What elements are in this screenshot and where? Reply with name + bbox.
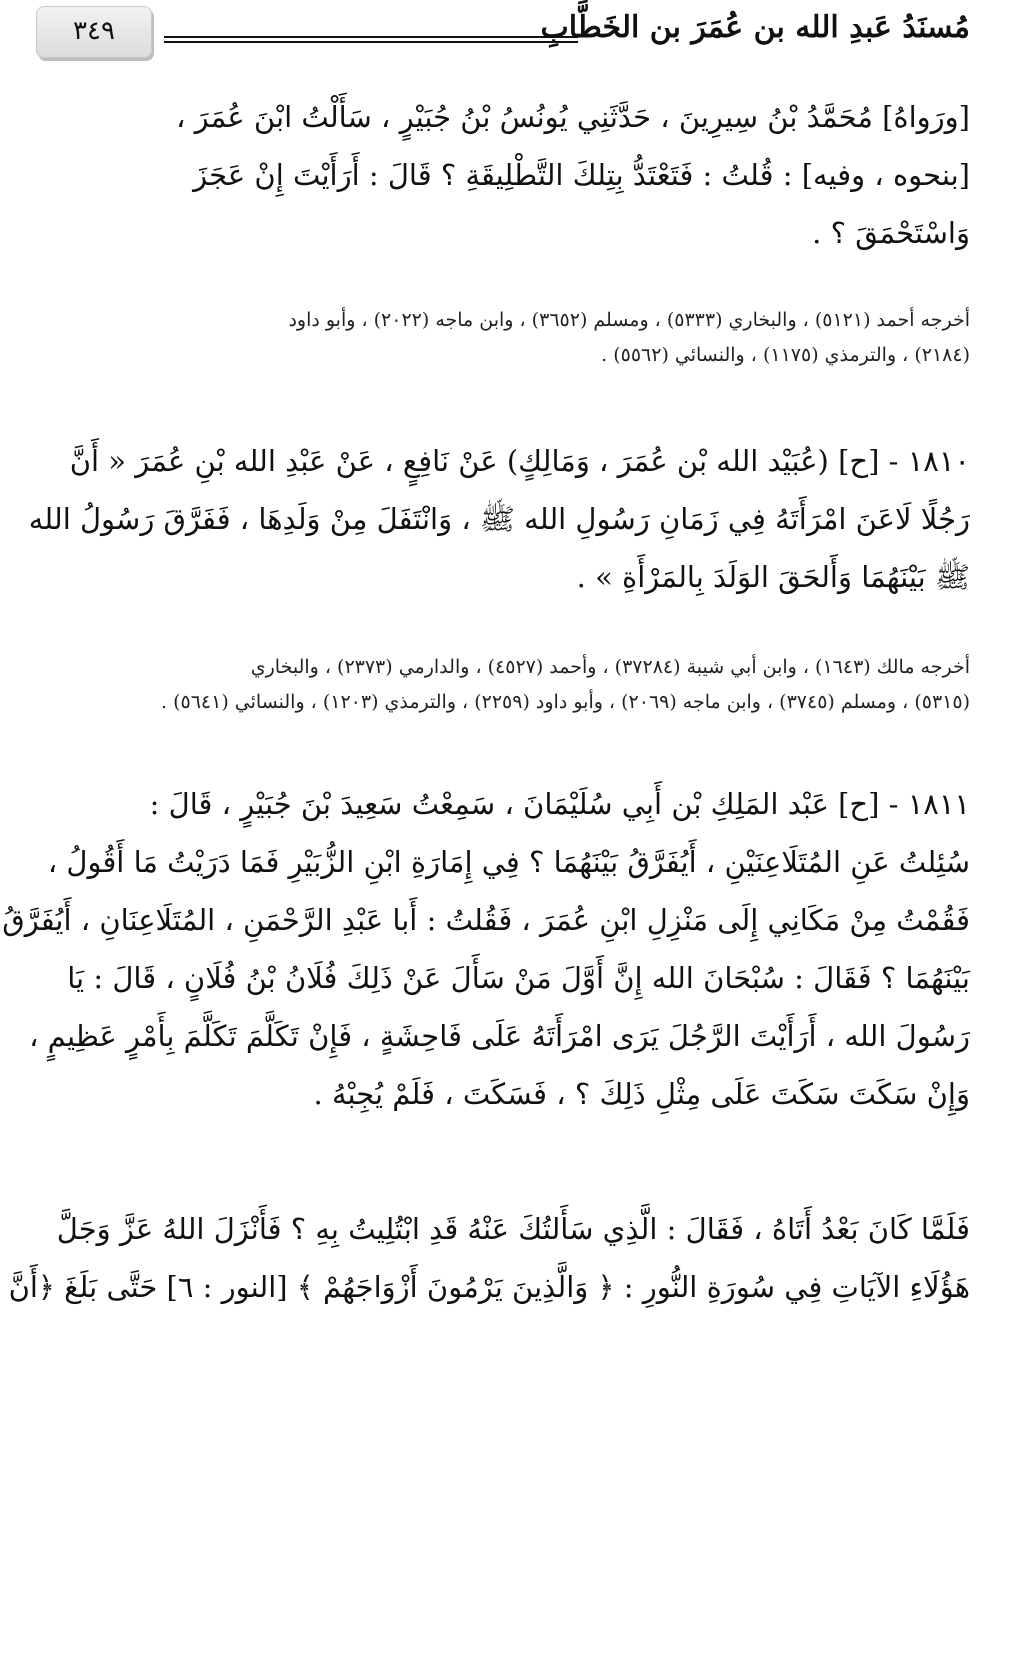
- text-line: فَقُمْتُ مِنْ مَكَانِي إِلَى مَنْزِلِ ابْنِ عُمَرَ ، فَقُلتُ : أَبا عَبْدِ الرَّحْمَنِ ، المُتَلَاعِنَانِ ، أَيُفَرَّقُ: [2, 903, 970, 937]
- text-line: ﷺ بَيْنَهُمَا وَأَلحَقَ الوَلَدَ بِالمَرْأَةِ » .: [576, 560, 970, 594]
- text-line: هَؤُلَاءِ الآيَاتِ فِي سُورَةِ النُّورِ : ﴿ وَالَّذِينَ يَرْمُونَ أَزْوَاجَهُمْ ﴾ [النور : ٦] حَتَّى بَلَغَ ﴿أَنَّ: [8, 1270, 970, 1304]
- text-line: [بنحوه ، وفيه] : قُلتُ : فَتَعْتَدُّ بِتِلكَ التَّطْلِيقَةِ ؟ قَالَ : أَرَأَيْتَ إِنْ عَجَزَ: [193, 158, 970, 192]
- page-number-badge: [36, 6, 152, 58]
- note-line: أخرجه أحمد (٥١٢١) ، والبخاري (٥٣٣٣) ، ومسلم (٣٦٥٢) ، وابن ماجه (٢٠٢٢) ، وأبو داود: [288, 309, 970, 331]
- text-line: رَجُلًا لَاعَنَ امْرَأَتَهُ فِي زَمَانِ رَسُولِ الله ﷺ ، وَانْتَفَلَ مِنْ وَلَدِهَا ، فَفَرَّقَ رَسُولُ الله: [28, 502, 970, 536]
- takhrij-note-2: [40, 650, 970, 720]
- note-line: (٥٣١٥) ، ومسلم (٣٧٤٥) ، وابن ماجه (٢٠٦٩) ، وأبو داود (٢٢٥٩) ، والترمذي (١٢٠٣) ، والنسائي (٥٦٤١) .: [161, 691, 970, 713]
- takhrij-note-1: [40, 303, 970, 373]
- text-line: بَيْنَهُمَا ؟ فَقَالَ : سُبْحَانَ الله إِنَّ أَوَّلَ مَنْ سَأَلَ عَنْ ذَلِكَ فُلَانُ بْنُ فُلَانٍ ، قَالَ : يَا: [67, 961, 970, 995]
- text-line: وَاسْتَحْمَقَ ؟ .: [812, 216, 970, 250]
- page-header: [36, 6, 970, 62]
- text-line: ١٨١١ - [ح] عَبْد المَلِكِ بْن أَبِي سُلَيْمَانَ ، سَمِعْتُ سَعِيدَ بْنَ جُبَيْرٍ ، قَالَ :: [149, 787, 970, 821]
- hadith-continuation: [40, 88, 970, 262]
- text-line: فَلَمَّا كَانَ بَعْدُ أَتَاهُ ، فَقَالَ : الَّذِي سَأَلتُكَ عَنْهُ قَدِ ابْتُلِيتُ بِهِ ؟ فَأَنْزَلَ اللهُ عَزَّ وَجَلَّ: [56, 1212, 970, 1246]
- text-line: وَإِنْ سَكَتَ سَكَتَ عَلَى مِثْلِ ذَلِكَ ؟ ، فَسَكَتَ ، فَلَمْ يُجِبْهُ .: [313, 1077, 970, 1111]
- text-line: [ورَواهُ] مُحَمَّدُ بْنُ سِيرِينَ ، حَدَّثَنِي يُونُسُ بْنُ جُبَيْرٍ ، سَأَلْتُ ابْنَ عُمَرَ ،: [176, 100, 970, 134]
- text-line: سُئِلتُ عَنِ المُتَلَاعِنَيْنِ ، أَيُفَرَّقُ بَيْنَهُمَا ؟ فِي إِمَارَةِ ابْنِ الزُّبَيْرِ فَمَا دَرَيْتُ مَا أَقُولُ ،: [47, 845, 970, 879]
- text-line: ١٨١٠ - [ح] (عُبَيْد الله بْن عُمَرَ ، وَمَالِكٍ) عَنْ نَافِعٍ ، عَنْ عَبْدِ الله بْنِ عُمَرَ « أَنَّ: [69, 444, 970, 478]
- hadith-1811: [2, 775, 970, 1123]
- hadith-1811-continued: [8, 1200, 970, 1316]
- header-rule: [164, 36, 578, 43]
- hadith-1810: [28, 432, 970, 606]
- note-line: أخرجه مالك (١٦٤٣) ، وابن أبي شيبة (٣٧٢٨٤) ، وأحمد (٤٥٢٧) ، والدارمي (٢٣٧٣) ، والبخاري: [250, 656, 970, 678]
- page-number: ٣٤٩: [73, 16, 115, 46]
- note-line: (٢١٨٤) ، والترمذي (١١٧٥) ، والنسائي (٥٥٦٢) .: [601, 344, 970, 366]
- running-title: مُسنَدُ عَبدِ الله بن عُمَرَ بن الخَطَّابِ: [540, 10, 970, 45]
- text-line: رَسُولَ الله ، أَرَأَيْتَ الرَّجُلَ يَرَى امْرَأَتَهُ عَلَى فَاحِشَةٍ ، فَإِنْ تَكَلَّمَ تَكَلَّمَ بِأَمْرٍ عَظِيمٍ ،: [29, 1019, 970, 1053]
